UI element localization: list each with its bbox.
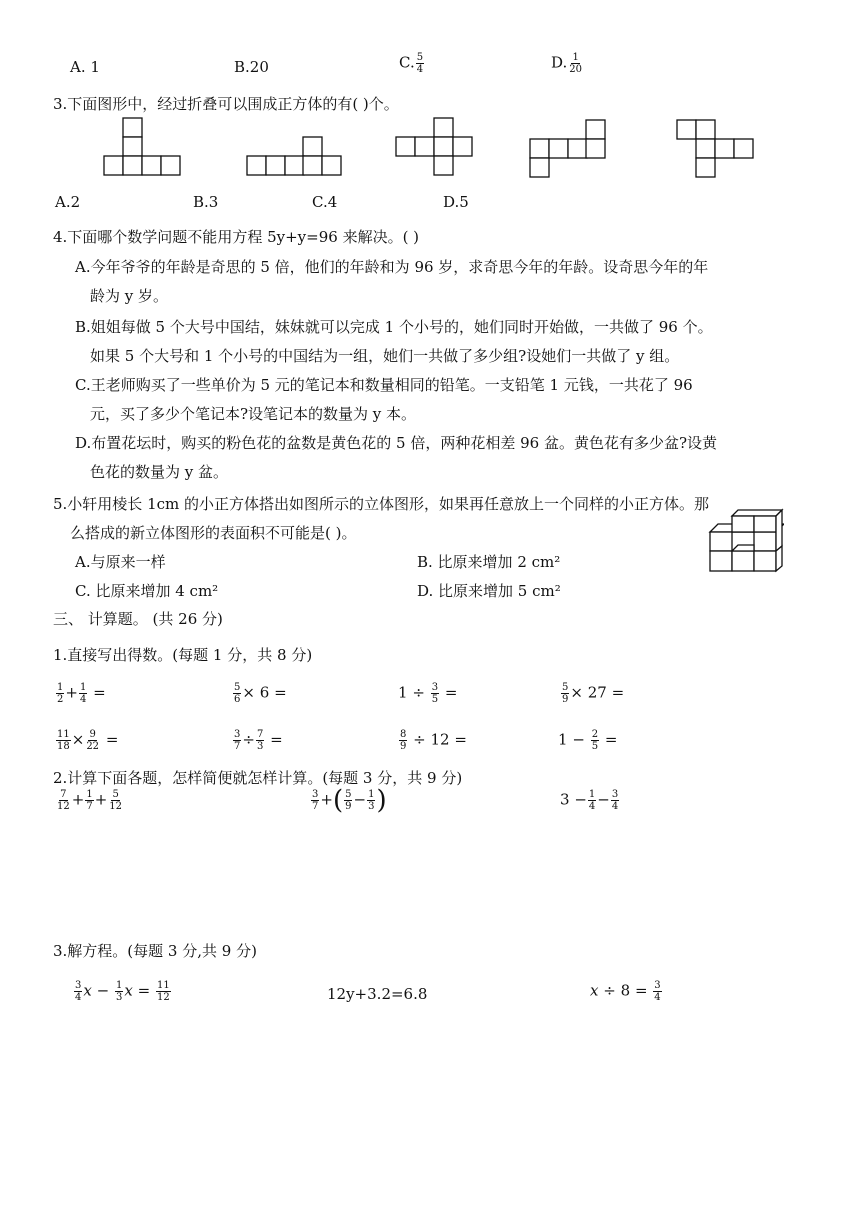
simplify-2: $\frac{3}{7}$ +( $\frac{5}{9}$ − $\frac{1}{3}$ )	[312, 785, 387, 816]
q4-option-c-cont: 元，买了多少个笔记本?设笔记本的数量为 y 本。	[90, 405, 417, 423]
simplify-1: $\frac{7}{12}$ + $\frac{1}{7}$ + $\frac{5}{12}$	[57, 789, 122, 812]
calc-2: $\frac{5}{6}$ × 6 =	[234, 682, 287, 705]
net-4	[530, 120, 605, 177]
net-5	[677, 120, 753, 177]
simplify-3: 3 − $\frac{1}{4}$ − $\frac{3}{4}$	[560, 789, 619, 812]
net-2	[247, 137, 341, 175]
equation-1: $\frac{3}{4}$ x − $\frac{1}{3}$ x = $\frac{11}{12}$	[75, 980, 170, 1003]
calc-1: $\frac{1}{2}$ + $\frac{1}{4}$ =	[57, 682, 106, 705]
q5-option-c: C. 比原来增加 4 cm²	[75, 582, 219, 600]
q2-option-b: B.20	[234, 58, 269, 76]
q4-option-c: C.王老师购买了一些单价为 5 元的笔记本和数量相同的铅笔。一支铅笔 1 元钱，一共花了 96	[75, 376, 693, 394]
net-1	[104, 118, 180, 175]
q2-option-a: A. 1	[70, 58, 100, 76]
cube-nets-figure	[0, 112, 860, 182]
q2-option-c: C. $\frac{5}{4}$	[399, 52, 424, 75]
q5-stem-cont: 么搭成的新立体图形的表面积不可能是( )。	[70, 524, 357, 542]
q5-stem: 5.小轩用棱长 1cm 的小正方体搭出如图所示的立体图形，如果再任意放上一个同样的小正方体。那	[53, 495, 710, 513]
calc-5: $\frac{11}{18}$ × $\frac{9}{22}$ =	[57, 729, 119, 752]
q5-option-d: D. 比原来增加 5 cm²	[417, 582, 561, 600]
q4-option-d-cont: 色花的数量为 y 盆。	[90, 463, 229, 481]
calc-7: $\frac{8}{9}$ ÷ 12 =	[400, 729, 467, 752]
q4-option-a-cont: 龄为 y 岁。	[90, 287, 169, 305]
q5-option-a: A.与原来一样	[75, 553, 166, 571]
cube-stack-figure	[702, 508, 784, 574]
q3-option-c: C.4	[312, 193, 338, 211]
q3-option-b: B.3	[193, 193, 219, 211]
calc-8: 1 − $\frac{2}{5}$ =	[558, 729, 618, 752]
q4-option-a: A.今年爷爷的年龄是奇思的 5 倍，他们的年龄和为 96 岁，求奇思今年的年龄。设奇思今年的年	[75, 258, 709, 276]
q3-stem: 3.下面图形中，经过折叠可以围成正方体的有( )个。	[53, 95, 399, 113]
q4-stem: 4.下面哪个数学问题不能用方程 5y+y=96 来解决。( )	[53, 228, 420, 246]
calc-3: 1 ÷ $\frac{3}{5}$ =	[398, 682, 458, 705]
net-3	[396, 118, 472, 175]
equation-3: x ÷ 8 = $\frac{3}{4}$	[590, 980, 661, 1003]
section-3-heading: 三、 计算题。 (共 26 分)	[53, 610, 223, 628]
part-3-title: 3.解方程。(每题 3 分,共 9 分)	[53, 942, 257, 960]
q3-option-a: A.2	[55, 193, 81, 211]
equation-2: 12y+3.2=6.8	[327, 985, 428, 1003]
calc-6: $\frac{3}{7}$ ÷ $\frac{7}{3}$ =	[234, 729, 283, 752]
q5-option-b: B. 比原来增加 2 cm²	[417, 553, 561, 571]
q4-option-d: D.布置花坛时，购买的粉色花的盆数是黄色花的 5 倍，两种花相差 96 盆。黄色花有多少盆?设黄	[75, 434, 718, 452]
calc-4: $\frac{5}{9}$ × 27 =	[562, 682, 625, 705]
q4-option-b: B.姐姐每做 5 个大号中国结，妹妹就可以完成 1 个小号的，她们同时开始做，一共做了 96 个。	[75, 318, 713, 336]
q2-option-d: D. $\frac{1}{20}$	[551, 52, 582, 75]
part-2-title: 2.计算下面各题，怎样简便就怎样计算。(每题 3 分，共 9 分)	[53, 769, 463, 787]
part-1-title: 1.直接写出得数。(每题 1 分，共 8 分)	[53, 646, 313, 664]
q4-option-b-cont: 如果 5 个大号和 1 个小号的中国结为一组，她们一共做了多少组?设她们一共做了 y 组。	[90, 347, 680, 365]
q3-option-d: D.5	[443, 193, 469, 211]
